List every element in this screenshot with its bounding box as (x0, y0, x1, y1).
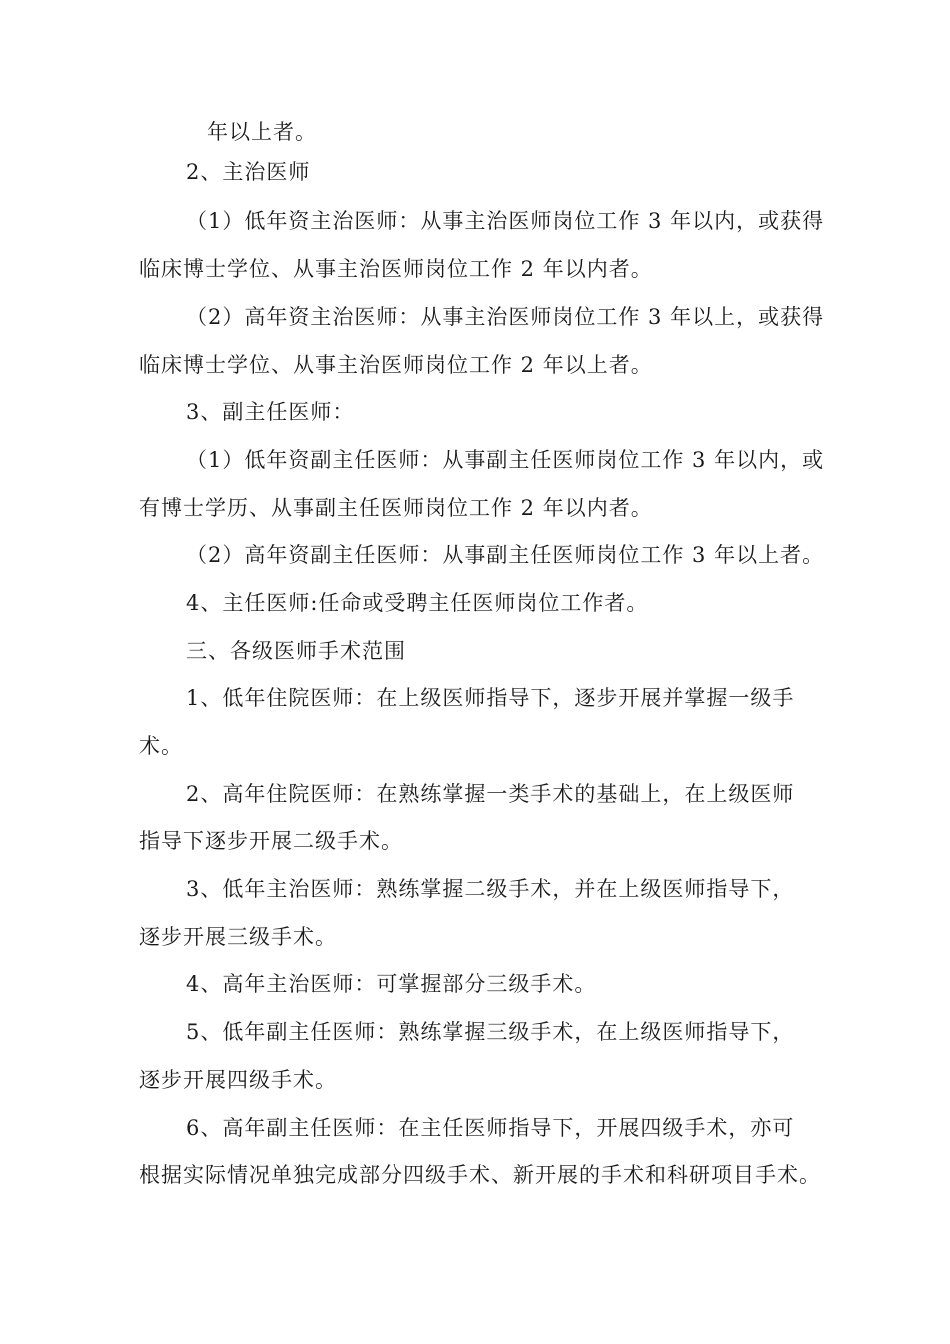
text-line-22: 6、高年副主任医师：在主任医师指导下，开展四级手术，亦可 (186, 1116, 795, 1140)
text-line-2: 2、主治医师 (186, 160, 311, 184)
text-line-19: 4、高年主治医师：可掌握部分三级手术。 (186, 972, 597, 996)
text-line-3: （1）低年资主治医师：从事主治医师岗位工作 3 年以内，或获得 (186, 209, 825, 233)
text-line-21: 逐步开展四级手术。 (139, 1068, 337, 1092)
text-line-17: 3、低年主治医师：熟练掌握二级手术，并在上级医师指导下， (186, 877, 795, 901)
text-line-20: 5、低年副主任医师：熟练掌握三级手术，在上级医师指导下， (186, 1020, 795, 1044)
text-line-10: （2）高年资副主任医师：从事副主任医师岗位工作 3 年以上者。 (186, 543, 825, 567)
text-line-16: 指导下逐步开展二级手术。 (139, 829, 403, 853)
text-line-1: 年以上者。 (207, 120, 317, 144)
text-line-23: 根据实际情况单独完成部分四级手术、新开展的手术和科研项目手术。 (139, 1163, 821, 1187)
text-line-14: 术。 (139, 734, 183, 758)
text-line-15: 2、高年住院医师：在熟练掌握一类手术的基础上，在上级医师 (186, 782, 795, 806)
text-line-6: 临床博士学位、从事主治医师岗位工作 2 年以上者。 (139, 353, 653, 377)
text-line-18: 逐步开展三级手术。 (139, 925, 337, 949)
text-line-8: （1）低年资副主任医师：从事副主任医师岗位工作 3 年以内，或 (186, 448, 825, 472)
text-line-12: 三、各级医师手术范围 (186, 639, 406, 663)
text-line-4: 临床博士学位、从事主治医师岗位工作 2 年以内者。 (139, 257, 653, 281)
text-line-7: 3、副主任医师： (186, 400, 355, 424)
text-line-5: （2）高年资主治医师：从事主治医师岗位工作 3 年以上，或获得 (186, 305, 825, 329)
text-line-11: 4、主任医师:任命或受聘主任医师岗位工作者。 (186, 591, 649, 615)
text-line-13: 1、低年住院医师：在上级医师指导下，逐步开展并掌握一级手 (186, 686, 795, 710)
text-line-9: 有博士学历、从事副主任医师岗位工作 2 年以内者。 (139, 496, 653, 520)
